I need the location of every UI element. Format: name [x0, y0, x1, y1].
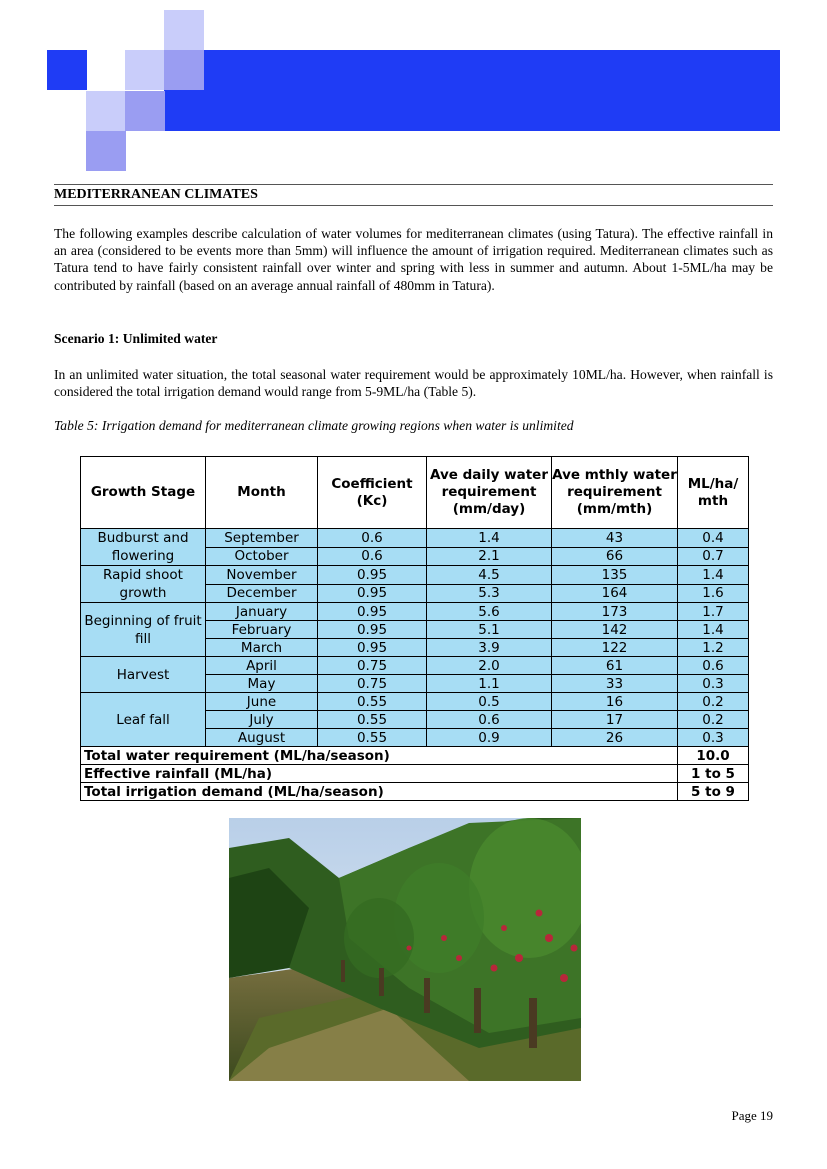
kc-cell: 0.75: [318, 657, 427, 675]
month-cell: October: [206, 547, 318, 566]
month-cell: February: [206, 621, 318, 639]
monthly-cell: 33: [552, 675, 678, 693]
daily-cell: 0.9: [427, 729, 552, 747]
month-cell: March: [206, 639, 318, 657]
total-value: 5 to 9: [678, 783, 749, 801]
mlha-cell: 0.3: [678, 729, 749, 747]
growth-stage-cell: Budburst and flowering: [81, 529, 206, 566]
scenario-heading: Scenario 1: Unlimited water: [54, 331, 218, 346]
mlha-cell: 1.4: [678, 566, 749, 585]
monthly-cell: 66: [552, 547, 678, 566]
mlha-cell: 0.7: [678, 547, 749, 566]
header-cell: Ave daily water requirement (mm/day): [427, 457, 552, 529]
month-cell: September: [206, 529, 318, 548]
monthly-cell: 122: [552, 639, 678, 657]
deco-square: [164, 50, 204, 90]
kc-cell: 0.55: [318, 711, 427, 729]
monthly-cell: 173: [552, 603, 678, 621]
table-row: [81, 603, 749, 621]
kc-cell: 0.95: [318, 584, 427, 603]
irrigation-table: [80, 456, 749, 801]
growth-stage-cell: Leaf fall: [81, 693, 206, 747]
monthly-cell: 164: [552, 584, 678, 603]
monthly-cell: 61: [552, 657, 678, 675]
daily-cell: 1.4: [427, 529, 552, 548]
daily-cell: 1.1: [427, 675, 552, 693]
total-value: 10.0: [678, 747, 749, 765]
daily-cell: 3.9: [427, 639, 552, 657]
month-cell: May: [206, 675, 318, 693]
table-row: [81, 566, 749, 585]
header-band: [164, 50, 780, 131]
mlha-cell: 0.2: [678, 711, 749, 729]
header-cell: Ave mthly water requirement (mm/mth): [552, 457, 678, 529]
scenario-paragraph: In an unlimited water situation, the total seasonal water requirement would be approximately 10ML/ha. However, when rainfall is considered the total irrigation demand would range from 5-9ML/ha (Table 5).: [54, 367, 773, 400]
deco-square: [125, 50, 165, 90]
kc-cell: 0.95: [318, 566, 427, 585]
mlha-cell: 1.4: [678, 621, 749, 639]
kc-cell: 0.6: [318, 547, 427, 566]
monthly-cell: 142: [552, 621, 678, 639]
monthly-cell: 17: [552, 711, 678, 729]
table-row: [81, 693, 749, 711]
mlha-cell: 1.2: [678, 639, 749, 657]
mlha-cell: 0.6: [678, 657, 749, 675]
deco-square: [47, 50, 87, 90]
header-cell: Coefficient (Kc): [318, 457, 427, 529]
heading-rule-top: [54, 184, 773, 185]
monthly-cell: 43: [552, 529, 678, 548]
mlha-cell: 0.2: [678, 693, 749, 711]
header-cell: Growth Stage: [81, 457, 206, 529]
total-row: [81, 747, 749, 765]
growth-stage-cell: Rapid shoot growth: [81, 566, 206, 603]
header-cell: ML/ha/ mth: [678, 457, 749, 529]
month-cell: December: [206, 584, 318, 603]
deco-square: [125, 91, 165, 131]
daily-cell: 5.1: [427, 621, 552, 639]
month-cell: January: [206, 603, 318, 621]
monthly-cell: 26: [552, 729, 678, 747]
daily-cell: 0.5: [427, 693, 552, 711]
daily-cell: 2.1: [427, 547, 552, 566]
heading-rule-bottom: [54, 205, 773, 206]
kc-cell: 0.75: [318, 675, 427, 693]
month-cell: November: [206, 566, 318, 585]
total-label: Total irrigation demand (ML/ha/season): [81, 783, 678, 801]
mlha-cell: 0.4: [678, 529, 749, 548]
table-row: [81, 657, 749, 675]
month-cell: June: [206, 693, 318, 711]
growth-stage-cell: Beginning of fruit fill: [81, 603, 206, 657]
total-row: [81, 765, 749, 783]
table-header-row: [81, 457, 749, 529]
mlha-cell: 1.6: [678, 584, 749, 603]
total-label: Effective rainfall (ML/ha): [81, 765, 678, 783]
daily-cell: 2.0: [427, 657, 552, 675]
intro-paragraph: The following examples describe calculation of water volumes for mediterranean climates (using Tatura). The effective rainfall in an area (considered to be events more than 5mm) will influence the amount of irrigation required. Mediterranean climates such as Tatura tend to have fairly consistent rainfall over winter and spring with less in summer and autumn. About 1-5ML/ha may be contributed by rainfall (based on an average annual rainfall of 480mm in Tatura).: [54, 226, 773, 293]
kc-cell: 0.55: [318, 729, 427, 747]
section-heading: MEDITERRANEAN CLIMATES: [54, 187, 258, 202]
kc-cell: 0.95: [318, 639, 427, 657]
orchard-image: [229, 818, 581, 1081]
page-number: Page 19: [731, 1108, 773, 1123]
daily-cell: 4.5: [427, 566, 552, 585]
table-row: [81, 529, 749, 548]
deco-square: [164, 10, 204, 50]
deco-square: [86, 131, 126, 171]
total-label: Total water requirement (ML/ha/season): [81, 747, 678, 765]
kc-cell: 0.6: [318, 529, 427, 548]
kc-cell: 0.95: [318, 621, 427, 639]
table-caption: Table 5: Irrigation demand for mediterranean climate growing regions when water is unlimited: [54, 418, 574, 433]
daily-cell: 0.6: [427, 711, 552, 729]
daily-cell: 5.6: [427, 603, 552, 621]
growth-stage-cell: Harvest: [81, 657, 206, 693]
header-decoration: [0, 0, 827, 180]
monthly-cell: 135: [552, 566, 678, 585]
month-cell: July: [206, 711, 318, 729]
mlha-cell: 0.3: [678, 675, 749, 693]
monthly-cell: 16: [552, 693, 678, 711]
month-cell: August: [206, 729, 318, 747]
orchard-photo: [229, 818, 581, 1081]
month-cell: April: [206, 657, 318, 675]
mlha-cell: 1.7: [678, 603, 749, 621]
kc-cell: 0.55: [318, 693, 427, 711]
deco-square: [86, 91, 126, 131]
kc-cell: 0.95: [318, 603, 427, 621]
total-row: [81, 783, 749, 801]
header-cell: Month: [206, 457, 318, 529]
total-value: 1 to 5: [678, 765, 749, 783]
daily-cell: 5.3: [427, 584, 552, 603]
